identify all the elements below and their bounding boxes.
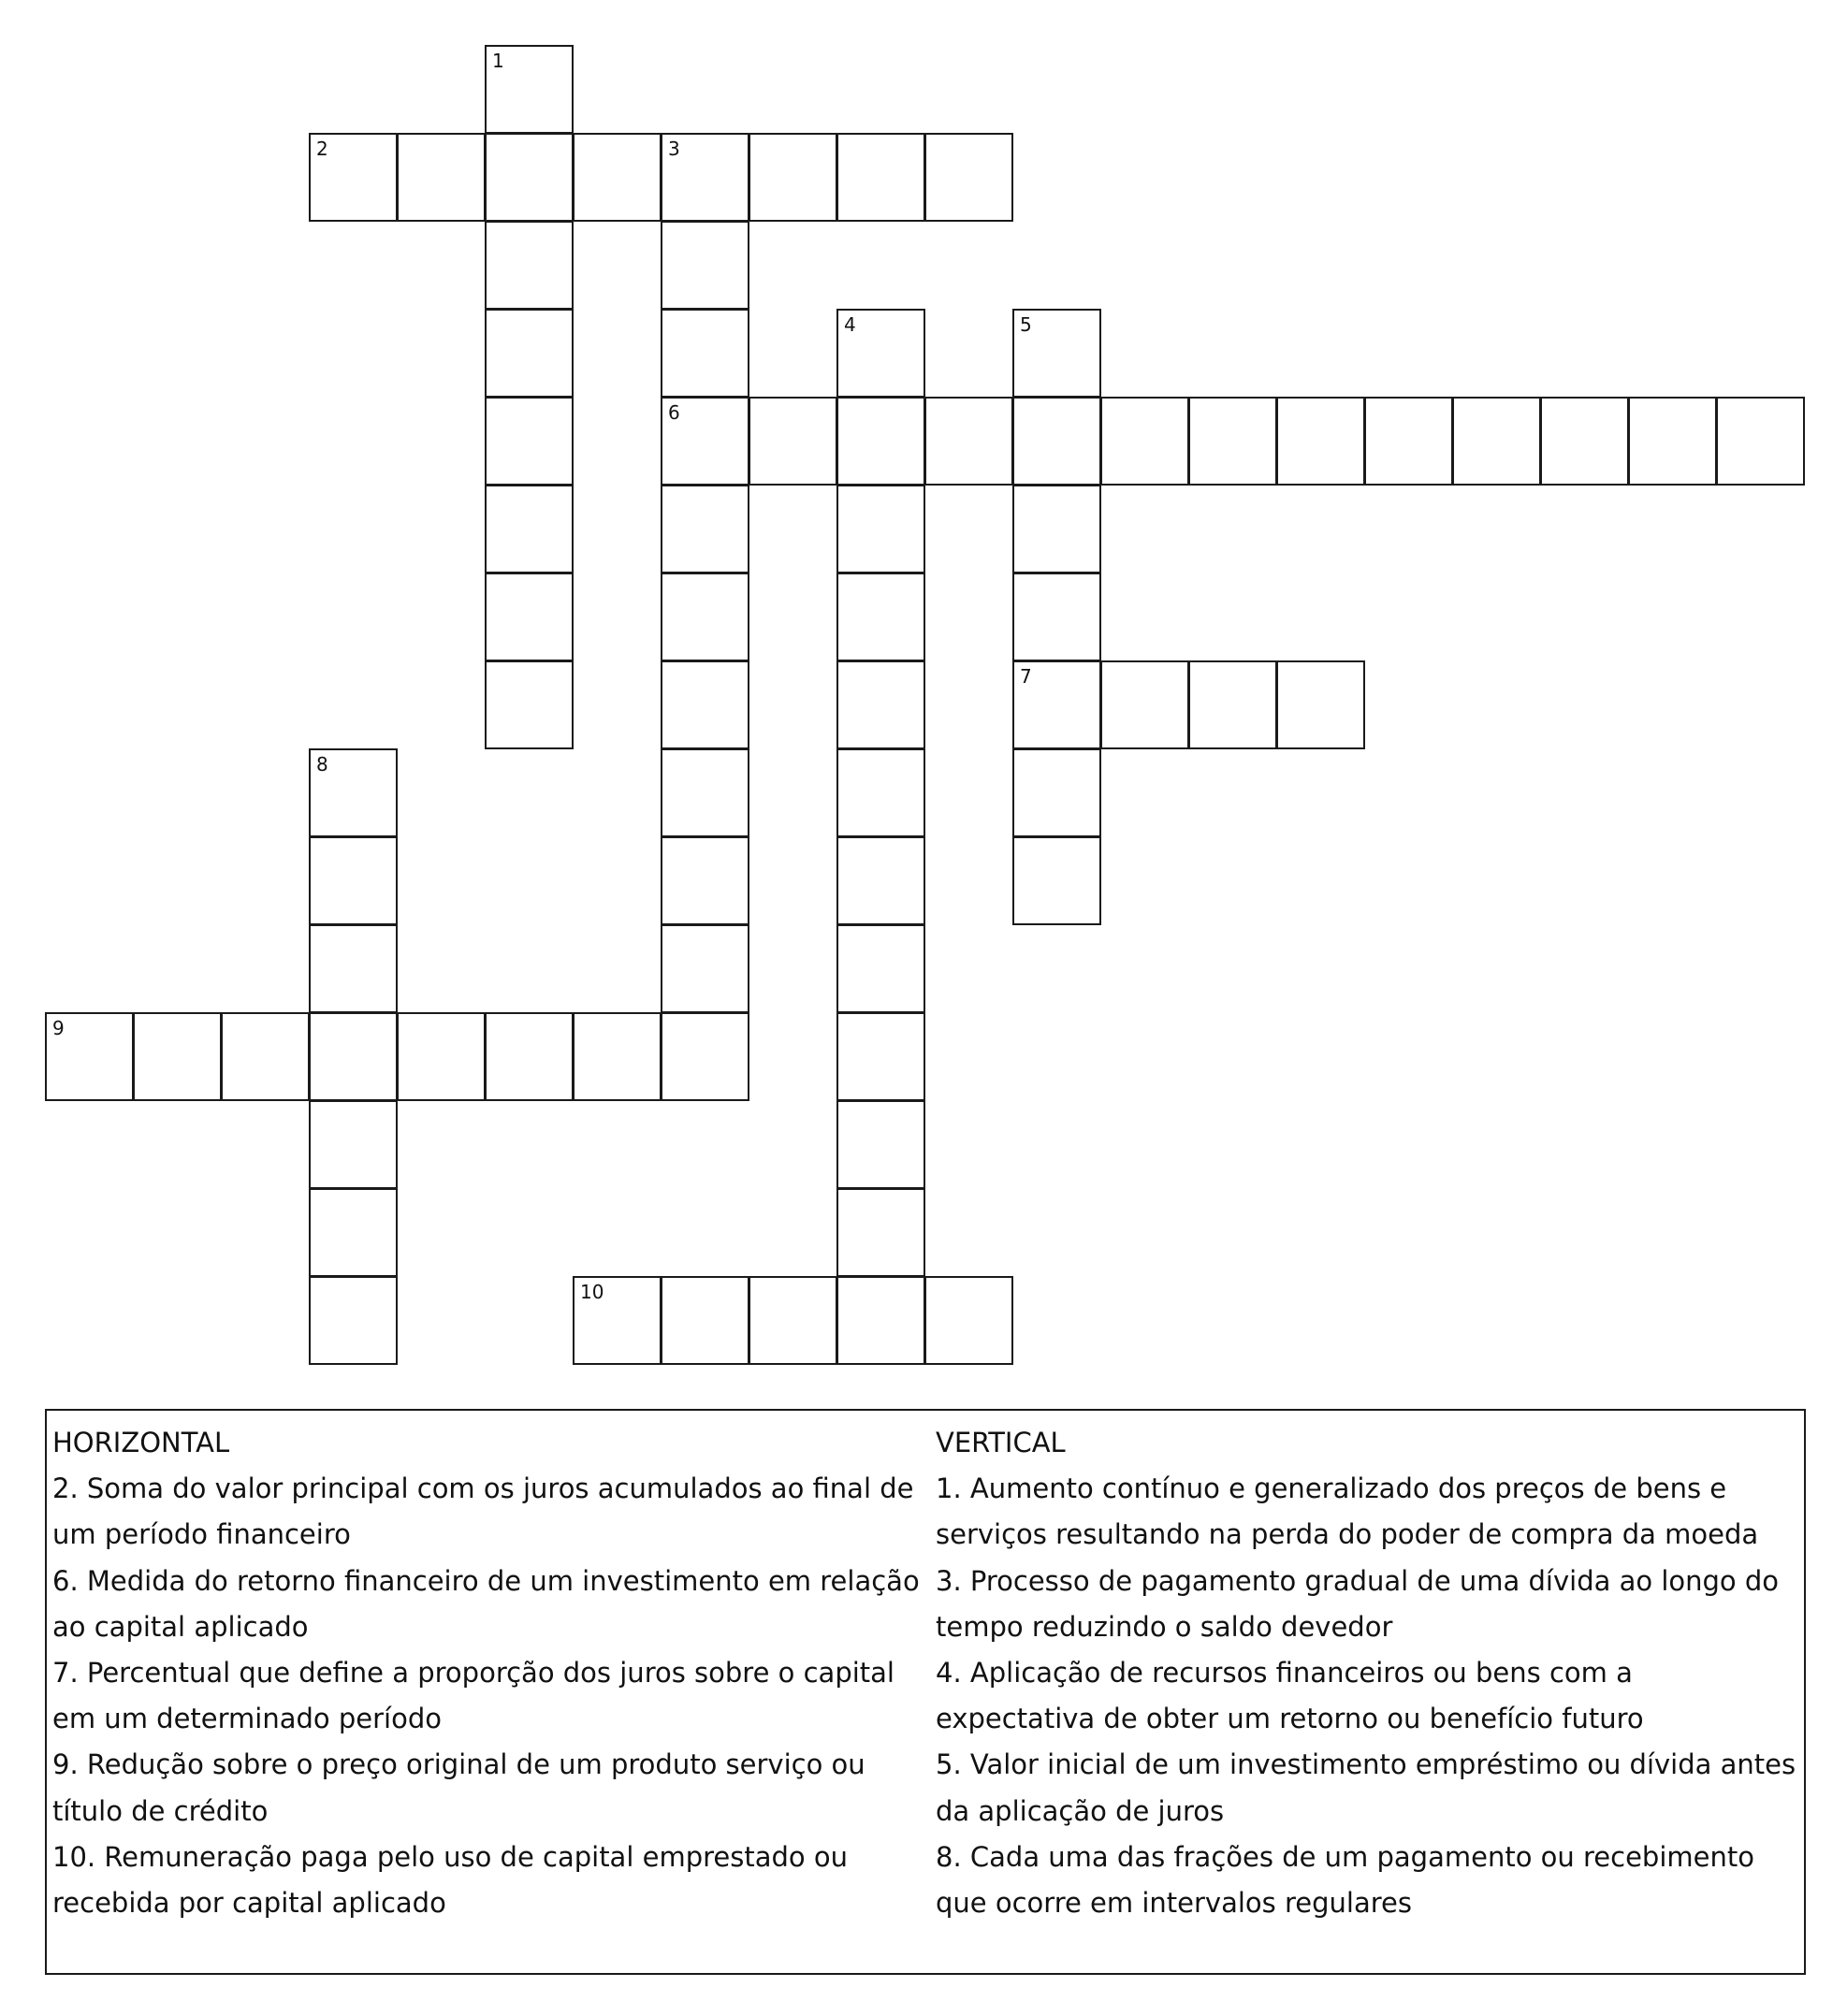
down-clue: 4. Aplicação de recursos financeiros ou bens com a expectativa de obter um retorno ou benefício futuro <box>936 1657 1644 1735</box>
clue-number: 3 <box>668 138 680 160</box>
clue-number: 4 <box>844 313 856 336</box>
grid-cell[interactable] <box>661 133 749 222</box>
grid-cell[interactable] <box>661 1276 749 1365</box>
grid-cell[interactable] <box>485 397 574 486</box>
grid-cell[interactable] <box>836 660 925 749</box>
grid-cell[interactable] <box>573 133 662 222</box>
grid-cell[interactable] <box>573 1276 662 1365</box>
clue-number: 6 <box>668 401 680 424</box>
grid-cell[interactable] <box>1452 397 1541 486</box>
clue-number: 2 <box>316 138 328 160</box>
grid-cell[interactable] <box>485 221 574 310</box>
grid-cell[interactable] <box>661 836 749 925</box>
grid-cell[interactable] <box>749 133 837 222</box>
across-heading: HORIZONTAL <box>52 1427 230 1458</box>
grid-cell[interactable] <box>309 748 398 837</box>
grid-cell[interactable] <box>749 1276 837 1365</box>
grid-cell[interactable] <box>397 133 486 222</box>
grid-cell[interactable] <box>836 1188 925 1277</box>
grid-cell[interactable] <box>836 573 925 661</box>
grid-cell[interactable] <box>836 1100 925 1189</box>
grid-cell[interactable] <box>1716 397 1805 486</box>
grid-cell[interactable] <box>221 1012 310 1101</box>
grid-cell[interactable] <box>45 1012 134 1101</box>
grid-cell[interactable] <box>309 1276 398 1365</box>
grid-cell[interactable] <box>1012 660 1101 749</box>
grid-cell[interactable] <box>836 309 925 398</box>
grid-cell[interactable] <box>309 836 398 925</box>
across-clues <box>52 1420 932 1926</box>
grid-cell[interactable] <box>309 924 398 1013</box>
across-clue: 7. Percentual que define a proporção dos juros sobre o capital em um determinado período <box>52 1657 894 1735</box>
grid-cell[interactable] <box>309 133 398 222</box>
grid-cell[interactable] <box>309 1012 398 1101</box>
grid-cell[interactable] <box>485 45 574 134</box>
grid-cell[interactable] <box>309 1188 398 1277</box>
grid-cell[interactable] <box>661 309 749 398</box>
clue-number: 5 <box>1020 313 1032 336</box>
grid-cell[interactable] <box>1188 660 1277 749</box>
grid-cell[interactable] <box>1188 397 1277 486</box>
grid-cell[interactable] <box>1012 836 1101 925</box>
clue-number: 8 <box>316 753 328 776</box>
grid-cell[interactable] <box>661 660 749 749</box>
down-clue: 3. Processo de pagamento gradual de uma dívida ao longo do tempo reduzindo o saldo devedor <box>936 1564 1780 1643</box>
grid-cell[interactable] <box>485 660 574 749</box>
grid-cell[interactable] <box>1100 660 1189 749</box>
grid-cell[interactable] <box>1012 573 1101 661</box>
down-clues <box>936 1420 1796 1926</box>
across-clue: 2. Soma do valor principal com os juros acumulados ao final de um período financeiro <box>52 1472 914 1551</box>
grid-cell[interactable] <box>836 1012 925 1101</box>
grid-cell[interactable] <box>1364 397 1453 486</box>
grid-cell[interactable] <box>661 221 749 310</box>
grid-cell[interactable] <box>1100 397 1189 486</box>
down-heading: VERTICAL <box>936 1427 1066 1458</box>
grid-cell[interactable] <box>661 485 749 573</box>
grid-cell[interactable] <box>485 485 574 573</box>
down-clue: 5. Valor inicial de um investimento empréstimo ou dívida antes da aplicação de juros <box>936 1748 1796 1827</box>
grid-cell[interactable] <box>1012 485 1101 573</box>
grid-cell[interactable] <box>1628 397 1717 486</box>
grid-cell[interactable] <box>836 1276 925 1365</box>
grid-cell[interactable] <box>573 1012 662 1101</box>
grid-cell[interactable] <box>1012 309 1101 398</box>
grid-cell[interactable] <box>1012 397 1101 486</box>
across-clue: 6. Medida do retorno financeiro de um investimento em relação ao capital aplicado <box>52 1564 920 1643</box>
grid-cell[interactable] <box>1276 660 1365 749</box>
grid-cell[interactable] <box>661 573 749 661</box>
grid-cell[interactable] <box>309 1100 398 1189</box>
grid-cell[interactable] <box>836 397 925 486</box>
grid-cell[interactable] <box>397 1012 486 1101</box>
grid-cell[interactable] <box>1012 748 1101 837</box>
grid-cell[interactable] <box>661 748 749 837</box>
grid-cell[interactable] <box>485 133 574 222</box>
clue-number: 7 <box>1020 665 1032 688</box>
clues-box <box>45 1409 1806 1975</box>
grid-cell[interactable] <box>133 1012 222 1101</box>
grid-cell[interactable] <box>836 485 925 573</box>
grid-cell[interactable] <box>661 1012 749 1101</box>
grid-cell[interactable] <box>485 1012 574 1101</box>
grid-cell[interactable] <box>836 748 925 837</box>
grid-cell[interactable] <box>836 836 925 925</box>
clue-number: 9 <box>52 1017 65 1039</box>
grid-cell[interactable] <box>485 309 574 398</box>
grid-cell[interactable] <box>1540 397 1629 486</box>
clue-number: 1 <box>492 50 504 72</box>
grid-cell[interactable] <box>924 133 1013 222</box>
across-clue: 9. Redução sobre o preço original de um produto serviço ou título de crédito <box>52 1748 865 1827</box>
clue-number: 10 <box>580 1281 604 1303</box>
grid-cell[interactable] <box>836 924 925 1013</box>
grid-cell[interactable] <box>836 133 925 222</box>
grid-cell[interactable] <box>749 397 837 486</box>
grid-cell[interactable] <box>485 573 574 661</box>
grid-cell[interactable] <box>661 924 749 1013</box>
down-clue: 1. Aumento contínuo e generalizado dos preços de bens e serviços resultando na perda do poder de compra da moeda <box>936 1472 1759 1551</box>
grid-cell[interactable] <box>924 397 1013 486</box>
grid-cell[interactable] <box>661 397 749 486</box>
grid-cell[interactable] <box>924 1276 1013 1365</box>
across-clue: 10. Remuneração paga pelo uso de capital emprestado ou recebida por capital aplicado <box>52 1840 848 1920</box>
down-clue: 8. Cada uma das frações de um pagamento ou recebimento que ocorre em intervalos regulares <box>936 1840 1754 1920</box>
grid-cell[interactable] <box>1276 397 1365 486</box>
